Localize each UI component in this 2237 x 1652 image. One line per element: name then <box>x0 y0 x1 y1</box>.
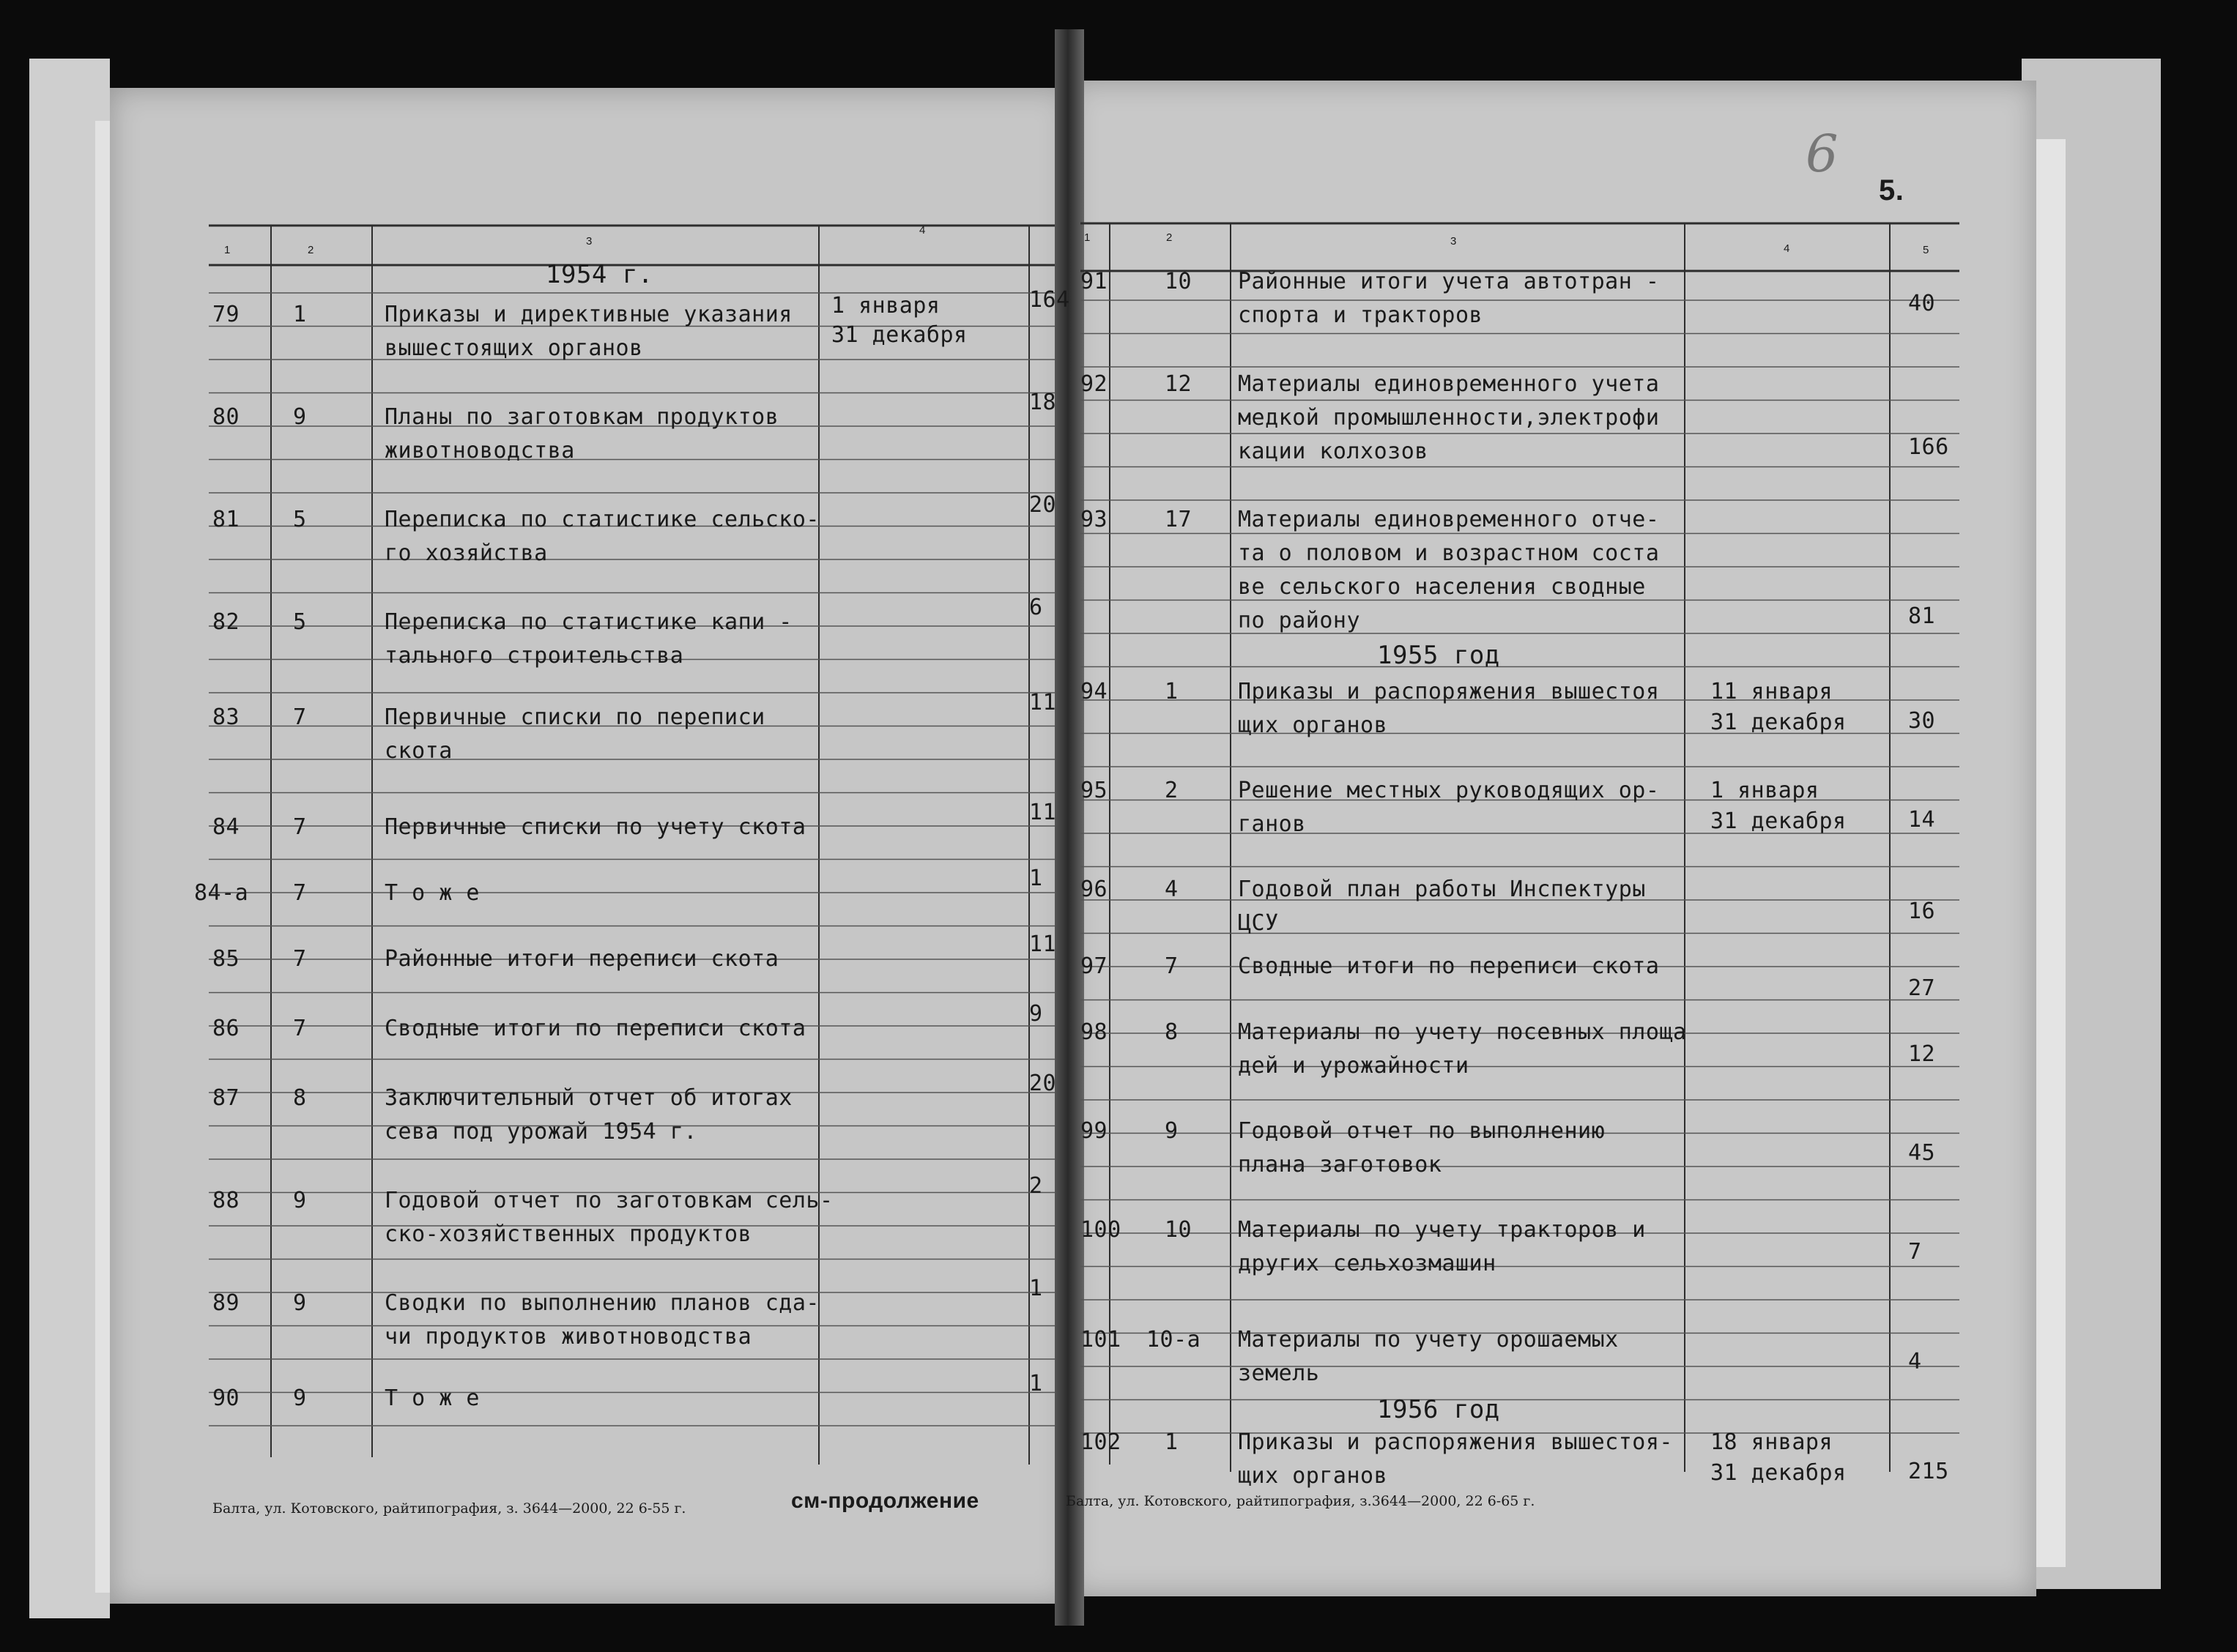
fond-number: 7 <box>293 1016 307 1041</box>
col-header-5: 5 <box>1923 244 1929 256</box>
case-title-line: других сельхозмашин <box>1238 1251 1496 1276</box>
sheet-count: 164 <box>1029 287 1070 313</box>
row-number: 85 <box>212 946 240 972</box>
row-number: 101 <box>1080 1327 1121 1353</box>
case-title-line: Первичные списки по учету скота <box>385 814 806 840</box>
fond-number: 8 <box>1165 1019 1179 1045</box>
row-number: 97 <box>1080 953 1108 979</box>
case-title-line: Заключительный отчет об итогах <box>385 1085 793 1111</box>
case-title-line: по району <box>1238 608 1361 633</box>
sheet-count: 11 <box>1029 690 1057 715</box>
row-number: 88 <box>212 1188 240 1213</box>
case-title-line: Приказы и распоряжения вышестоя- <box>1238 1429 1673 1455</box>
fond-number: 7 <box>293 814 307 840</box>
printer-imprint: Балта, ул. Котовского, райтипография, з. 3644—2000, 22 6-55 г. <box>212 1500 686 1517</box>
sheet-count: 1 <box>1029 1371 1043 1396</box>
pencil-sheet-number: 6 <box>1806 124 1839 184</box>
row-number: 102 <box>1080 1429 1121 1455</box>
row-number: 99 <box>1080 1118 1108 1144</box>
sheet-count: 9 <box>1029 1001 1043 1027</box>
col-header-1: 1 <box>224 244 231 256</box>
year-heading: 1956 год <box>1377 1395 1500 1424</box>
row-number: 87 <box>212 1085 240 1111</box>
sheet-count: 81 <box>1908 603 1936 629</box>
col-header-3: 3 <box>1450 235 1457 248</box>
case-title-line: щих органов <box>1238 712 1388 738</box>
case-title-line: Годовой отчет по выполнению <box>1238 1118 1606 1144</box>
case-title-line: плана заготовок <box>1238 1152 1442 1177</box>
sheet-count: 2 <box>1029 1173 1043 1199</box>
fond-number: 1 <box>293 302 307 327</box>
case-title-line: кации колхозов <box>1238 439 1428 464</box>
sheet-count: 40 <box>1908 291 1936 316</box>
sheet-count: 20 <box>1029 1071 1057 1096</box>
case-title-line: чи продуктов животноводства <box>385 1324 752 1350</box>
fond-number: 4 <box>1165 877 1179 902</box>
sheet-count: 4 <box>1908 1349 1922 1374</box>
printer-imprint: Балта, ул. Котовского, райтипография, з.3644—2000, 22 6-65 г. <box>1066 1493 1535 1509</box>
row-number: 86 <box>212 1016 240 1041</box>
fond-number: 1 <box>1165 679 1179 704</box>
date-line: 18 января <box>1710 1429 1833 1455</box>
date-line: 1 января <box>831 293 941 319</box>
fond-number: 9 <box>293 404 307 430</box>
case-title-line: вышестоящих органов <box>385 335 643 361</box>
case-title-line: земель <box>1238 1361 1320 1386</box>
fond-number: 17 <box>1165 507 1192 532</box>
date-line: 31 декабря <box>831 322 968 348</box>
sheet-count: 1 <box>1029 1276 1043 1301</box>
case-title-line: Т о ж е <box>385 1385 480 1411</box>
col-header-2: 2 <box>1166 231 1173 244</box>
fond-number: 10 <box>1165 269 1192 294</box>
row-number: 83 <box>212 704 240 730</box>
row-number: 79 <box>212 302 240 327</box>
year-heading: 1955 год <box>1377 641 1500 670</box>
case-title-line: Приказы и директивные указания <box>385 302 793 327</box>
case-title-line: Материалы по учету посевных площа <box>1238 1019 1687 1045</box>
fond-number: 5 <box>293 609 307 635</box>
case-title-line: Сводки по выполнению планов сда- <box>385 1290 820 1316</box>
col-header-1: 1 <box>1084 231 1091 244</box>
case-title-line: Районные итоги переписи скота <box>385 946 779 972</box>
row-number: 94 <box>1080 679 1108 704</box>
sheet-count: 1 <box>1029 866 1043 891</box>
row-number: 90 <box>212 1385 240 1411</box>
case-title-line: ЦСУ <box>1238 910 1279 936</box>
fond-number: 9 <box>293 1385 307 1411</box>
row-number: 81 <box>212 507 240 532</box>
case-title-line: Материалы по учету орошаемых <box>1238 1327 1619 1353</box>
case-title-line: Материалы единовременного учета <box>1238 371 1660 397</box>
row-number: 96 <box>1080 877 1108 902</box>
sheet-count: 6 <box>1029 595 1043 620</box>
fond-number: 5 <box>293 507 307 532</box>
sheet-count: 14 <box>1908 807 1936 833</box>
case-title-line: Материалы единовременного отче- <box>1238 507 1660 532</box>
sheet-count: 16 <box>1908 898 1936 924</box>
row-number: 89 <box>212 1290 240 1316</box>
row-number: 84-а <box>194 880 249 906</box>
sheet-count: 27 <box>1908 975 1936 1001</box>
case-title-line: ганов <box>1238 811 1306 837</box>
sheet-count: 20 <box>1029 492 1057 518</box>
case-title-line: тального строительства <box>385 643 684 669</box>
fond-number: 9 <box>1165 1118 1179 1144</box>
date-line: 31 декабря <box>1710 710 1847 735</box>
case-title-line: сева под урожай 1954 г. <box>385 1119 697 1145</box>
folio-number: 5. <box>1879 174 1904 206</box>
case-title-line: Т о ж е <box>385 880 480 906</box>
fond-number: 8 <box>293 1085 307 1111</box>
fond-number: 7 <box>293 946 307 972</box>
sheet-count: 166 <box>1908 434 1949 460</box>
year-heading: 1954 г. <box>546 260 653 289</box>
row-number: 93 <box>1080 507 1108 532</box>
fond-number: 7 <box>293 704 307 730</box>
case-title-line: Годовой отчет по заготовкам сель- <box>385 1188 834 1213</box>
col-header-3: 3 <box>586 235 593 248</box>
case-title-line: дей и урожайности <box>1238 1053 1469 1079</box>
case-title-line: Решение местных руководящих ор- <box>1238 778 1660 803</box>
sheet-count: 7 <box>1908 1239 1922 1265</box>
case-title-line: Переписка по статистике капи - <box>385 609 793 635</box>
fond-number: 10-а <box>1146 1327 1201 1353</box>
row-number: 82 <box>212 609 240 635</box>
case-title-line: Планы по заготовкам продуктов <box>385 404 779 430</box>
sheet-count: 11 <box>1029 931 1057 957</box>
col-header-4: 4 <box>919 224 926 237</box>
case-title-line: го хозяйства <box>385 540 548 566</box>
row-number: 100 <box>1080 1217 1121 1243</box>
fond-number: 10 <box>1165 1217 1192 1243</box>
case-title-line: щих органов <box>1238 1463 1388 1489</box>
sheet-count: 11 <box>1029 800 1057 825</box>
case-title-line: животноводства <box>385 438 575 464</box>
date-line: 11 января <box>1710 679 1833 704</box>
sheet-count: 18 <box>1029 390 1057 415</box>
sheet-count: 215 <box>1908 1459 1949 1484</box>
case-title-line: Первичные списки по переписи <box>385 704 765 730</box>
case-title-line: ско-хозяйственных продуктов <box>385 1221 752 1247</box>
fond-number: 2 <box>1165 778 1179 803</box>
fond-number: 9 <box>293 1188 307 1213</box>
sheet-count: 45 <box>1908 1140 1936 1166</box>
fond-number: 7 <box>293 880 307 906</box>
case-title-line: спорта и тракторов <box>1238 302 1483 328</box>
continuation-note: см-продолжение <box>791 1489 979 1513</box>
col-header-4: 4 <box>1784 242 1790 255</box>
case-title-line: Сводные итоги по переписи скота <box>1238 953 1660 979</box>
row-number: 92 <box>1080 371 1108 397</box>
sheet-count: 30 <box>1908 708 1936 734</box>
row-number: 80 <box>212 404 240 430</box>
case-title-line: Материалы по учету тракторов и <box>1238 1217 1646 1243</box>
row-number: 98 <box>1080 1019 1108 1045</box>
fond-number: 9 <box>293 1290 307 1316</box>
sheet-count: 12 <box>1908 1041 1936 1067</box>
date-line: 1 января <box>1710 778 1819 803</box>
col-header-2: 2 <box>308 244 314 256</box>
date-line: 31 декабря <box>1710 1460 1847 1486</box>
row-number: 91 <box>1080 269 1108 294</box>
case-title-line: Приказы и распоряжения вышестоя <box>1238 679 1660 704</box>
case-title-line: Переписка по статистике сельско- <box>385 507 820 532</box>
case-title-line: медкой промышленности,электрофи <box>1238 405 1660 431</box>
row-number: 95 <box>1080 778 1108 803</box>
case-title-line: Годовой план работы Инспектуры <box>1238 877 1646 902</box>
case-title-line: ве сельского населения сводные <box>1238 574 1646 600</box>
fond-number: 12 <box>1165 371 1192 397</box>
row-number: 84 <box>212 814 240 840</box>
fond-number: 1 <box>1165 1429 1179 1455</box>
case-title-line: та о половом и возрастном соста <box>1238 540 1660 566</box>
date-line: 31 декабря <box>1710 808 1847 834</box>
case-title-line: скота <box>385 738 453 764</box>
fond-number: 7 <box>1165 953 1179 979</box>
case-title-line: Районные итоги учета автотран - <box>1238 269 1660 294</box>
case-title-line: Сводные итоги по переписи скота <box>385 1016 806 1041</box>
